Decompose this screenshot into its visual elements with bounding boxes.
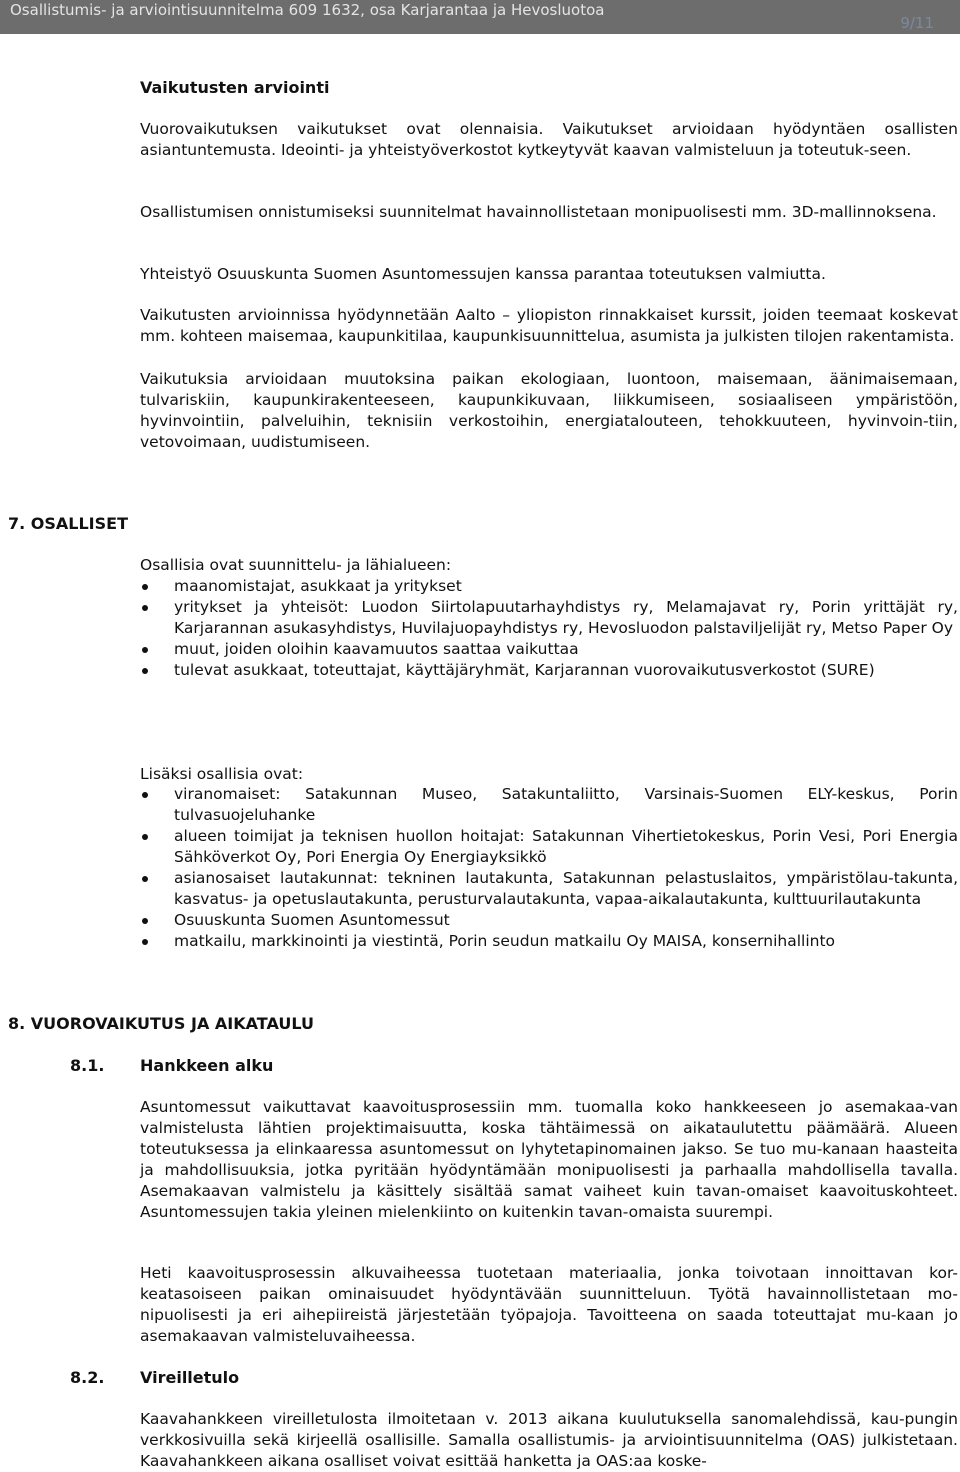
subsection-8-1-paragraph-2: Heti kaavoitusprosessin alkuvaiheessa tuotetaan materiaalia, jonka toivotaan innoittavan kor-keatasoiseen paikan ominaisuudet hyödyntävään suunnitteluun. Työtä havainnollistetaan mo-nipuolisesti ja eri aihepiireistä järjestetään työpajoja. Tavoitteena on saada toteuttajat mu-kaan jo asemakaavan valmisteluvaiheessa.	[140, 1264, 958, 1345]
subsection-8-1-number: 8.1.	[70, 1056, 105, 1075]
section-7-heading: 7. OSALLISET	[8, 514, 128, 533]
list-item: Osuuskunta Suomen Asuntomessut	[140, 910, 958, 931]
bullet-icon	[142, 605, 148, 611]
subsection-8-2-paragraph-1: Kaavahankkeen vireilletulosta ilmoitetaan v. 2013 aikana kuulutuksella sanomalehdissä, kau-pungin verkkosivuilla sekä kirjeellä osallisille. Samalla osallistumis- ja arviointisuunnitelma (OAS) julkistetaan. Kaavahankkeen aikana osalliset voivat esittää hanketta ja OAS:aa koske-	[140, 1410, 958, 1470]
impact-paragraph-1: Vuorovaikutuksen vaikutukset ovat olennaisia. Vaikutukset arvioidaan hyödyntäen osallisten asiantuntemusta. Ideointi- ja yhteistyöverkostot kytkeytyvät kaavan valmisteluun ja toteutuk-seen.	[140, 120, 958, 159]
subsection-8-1-title: Hankkeen alku	[140, 1056, 274, 1075]
header-title: Osallistumis- ja arviointisuunnitelma 609 1632, osa Karjarantaa ja Hevosluotoa	[10, 1, 605, 19]
list-item: muut, joiden oloihin kaavamuutos saattaa vaikuttaa	[140, 639, 958, 660]
bullet-icon	[142, 792, 148, 798]
impact-paragraph-5: Vaikutuksia arvioidaan muutoksina paikan ekologiaan, luontoon, maisemaan, äänimaisemaan, tulvariskiin, kaupunkirakenteeseen, kaupunkikuvaan, liikkumiseen, sosiaaliseen ympäristöön, hyvinvointiin, palveluihin, teknisiin verkostoihin, energiatalouteen, tehokkuuteen, hyvinvoin-tiin, vetovoimaan, uudistumiseen.	[140, 370, 958, 451]
bullet-icon	[142, 876, 148, 882]
subsection-8-2-title: Vireilletulo	[140, 1368, 240, 1387]
list-item: maanomistajat, asukkaat ja yritykset	[140, 576, 958, 597]
list-item: yritykset ja yhteisöt: Luodon Siirtolapuutarhayhdistys ry, Melamajavat ry, Porin yrittäjät ry, Karjarannan asukasyhdistys, Huvilajuopayhdistys ry, Hevosluodon palstaviljelijät ry, Metso Paper Oy	[140, 597, 958, 639]
document-header	[0, 0, 960, 34]
section-8-heading: 8. VUOROVAIKUTUS JA AIKATAULU	[8, 1014, 314, 1033]
participants-list	[140, 576, 958, 681]
participants-intro: Osallisia ovat suunnittelu- ja lähialueen:	[140, 556, 452, 574]
impact-heading: Vaikutusten arviointi	[140, 78, 330, 97]
additional-participants-list	[140, 784, 958, 952]
bullet-icon	[142, 668, 148, 674]
list-item: asianosaiset lautakunnat: tekninen lautakunta, Satakunnan pelastuslaitos, ympäristölau-takunta, kasvatus- ja opetuslautakunta, perusturvalautakunta, vapaa-aikalautakunta, kulttuurilautakunta	[140, 868, 958, 910]
impact-paragraph-4: Vaikutusten arvioinnissa hyödynnetään Aalto – yliopiston rinnakkaiset kurssit, joiden teemaat koskevat mm. kohteen maisemaa, kaupunkitilaa, kaupunkisuunnittelua, asumista ja julkisten tilojen rakentamista.	[140, 306, 958, 345]
subsection-8-2-number: 8.2.	[70, 1368, 105, 1387]
bullet-icon	[142, 647, 148, 653]
impact-paragraph-2: Osallistumisen onnistumiseksi suunnitelmat havainnollistetaan monipuolisesti mm. 3D-mallinnoksena.	[140, 203, 937, 221]
bullet-icon	[142, 939, 148, 945]
impact-paragraph-3: Yhteistyö Osuuskunta Suomen Asuntomessujen kanssa parantaa toteutuksen valmiutta.	[140, 265, 826, 283]
list-item: viranomaiset: Satakunnan Museo, Satakuntaliitto, Varsinais-Suomen ELY-keskus, Porin tulvasuojeluhanke	[140, 784, 958, 826]
bullet-icon	[142, 584, 148, 590]
subsection-8-1-paragraph-1: Asuntomessut vaikuttavat kaavoitusprosessiin mm. tuomalla koko hankkeeseen jo asemakaa-van valmistelusta lähtien projektimaisuutta, koska tähtäimessä on aikataulutettu päämäärä. Alueen toteutuksessa ja elinkaaressa asuntomessut on lyhytetapinomainen jakso. Se tuo mu-kanaan haasteita ja mahdollisuuksia, jotka pyritään hyödyntämään monipuolisesti ja parhaalla mahdollisella tavalla. Asemakaavan valmistelu ja käsittely sisältää samat vaiheet kuin tavan-omaiset kaavoituskohteet. Asuntomessujen takia yleinen mielenkiinto on kuitenkin tavan-omaista suurempi.	[140, 1098, 958, 1221]
list-item: tulevat asukkaat, toteuttajat, käyttäjäryhmät, Karjarannan vuorovaikutusverkostot (SURE)	[140, 660, 958, 681]
list-item: matkailu, markkinointi ja viestintä, Porin seudun matkailu Oy MAISA, konsernihallinto	[140, 931, 958, 952]
bullet-icon	[142, 834, 148, 840]
page-number: 9/11	[900, 14, 934, 32]
additional-participants-intro: Lisäksi osallisia ovat:	[140, 765, 304, 783]
list-item: alueen toimijat ja teknisen huollon hoitajat: Satakunnan Vihertietokeskus, Porin Vesi, Pori Energia Sähköverkot Oy, Pori Energia Oy Energiayksikkö	[140, 826, 958, 868]
bullet-icon	[142, 918, 148, 924]
